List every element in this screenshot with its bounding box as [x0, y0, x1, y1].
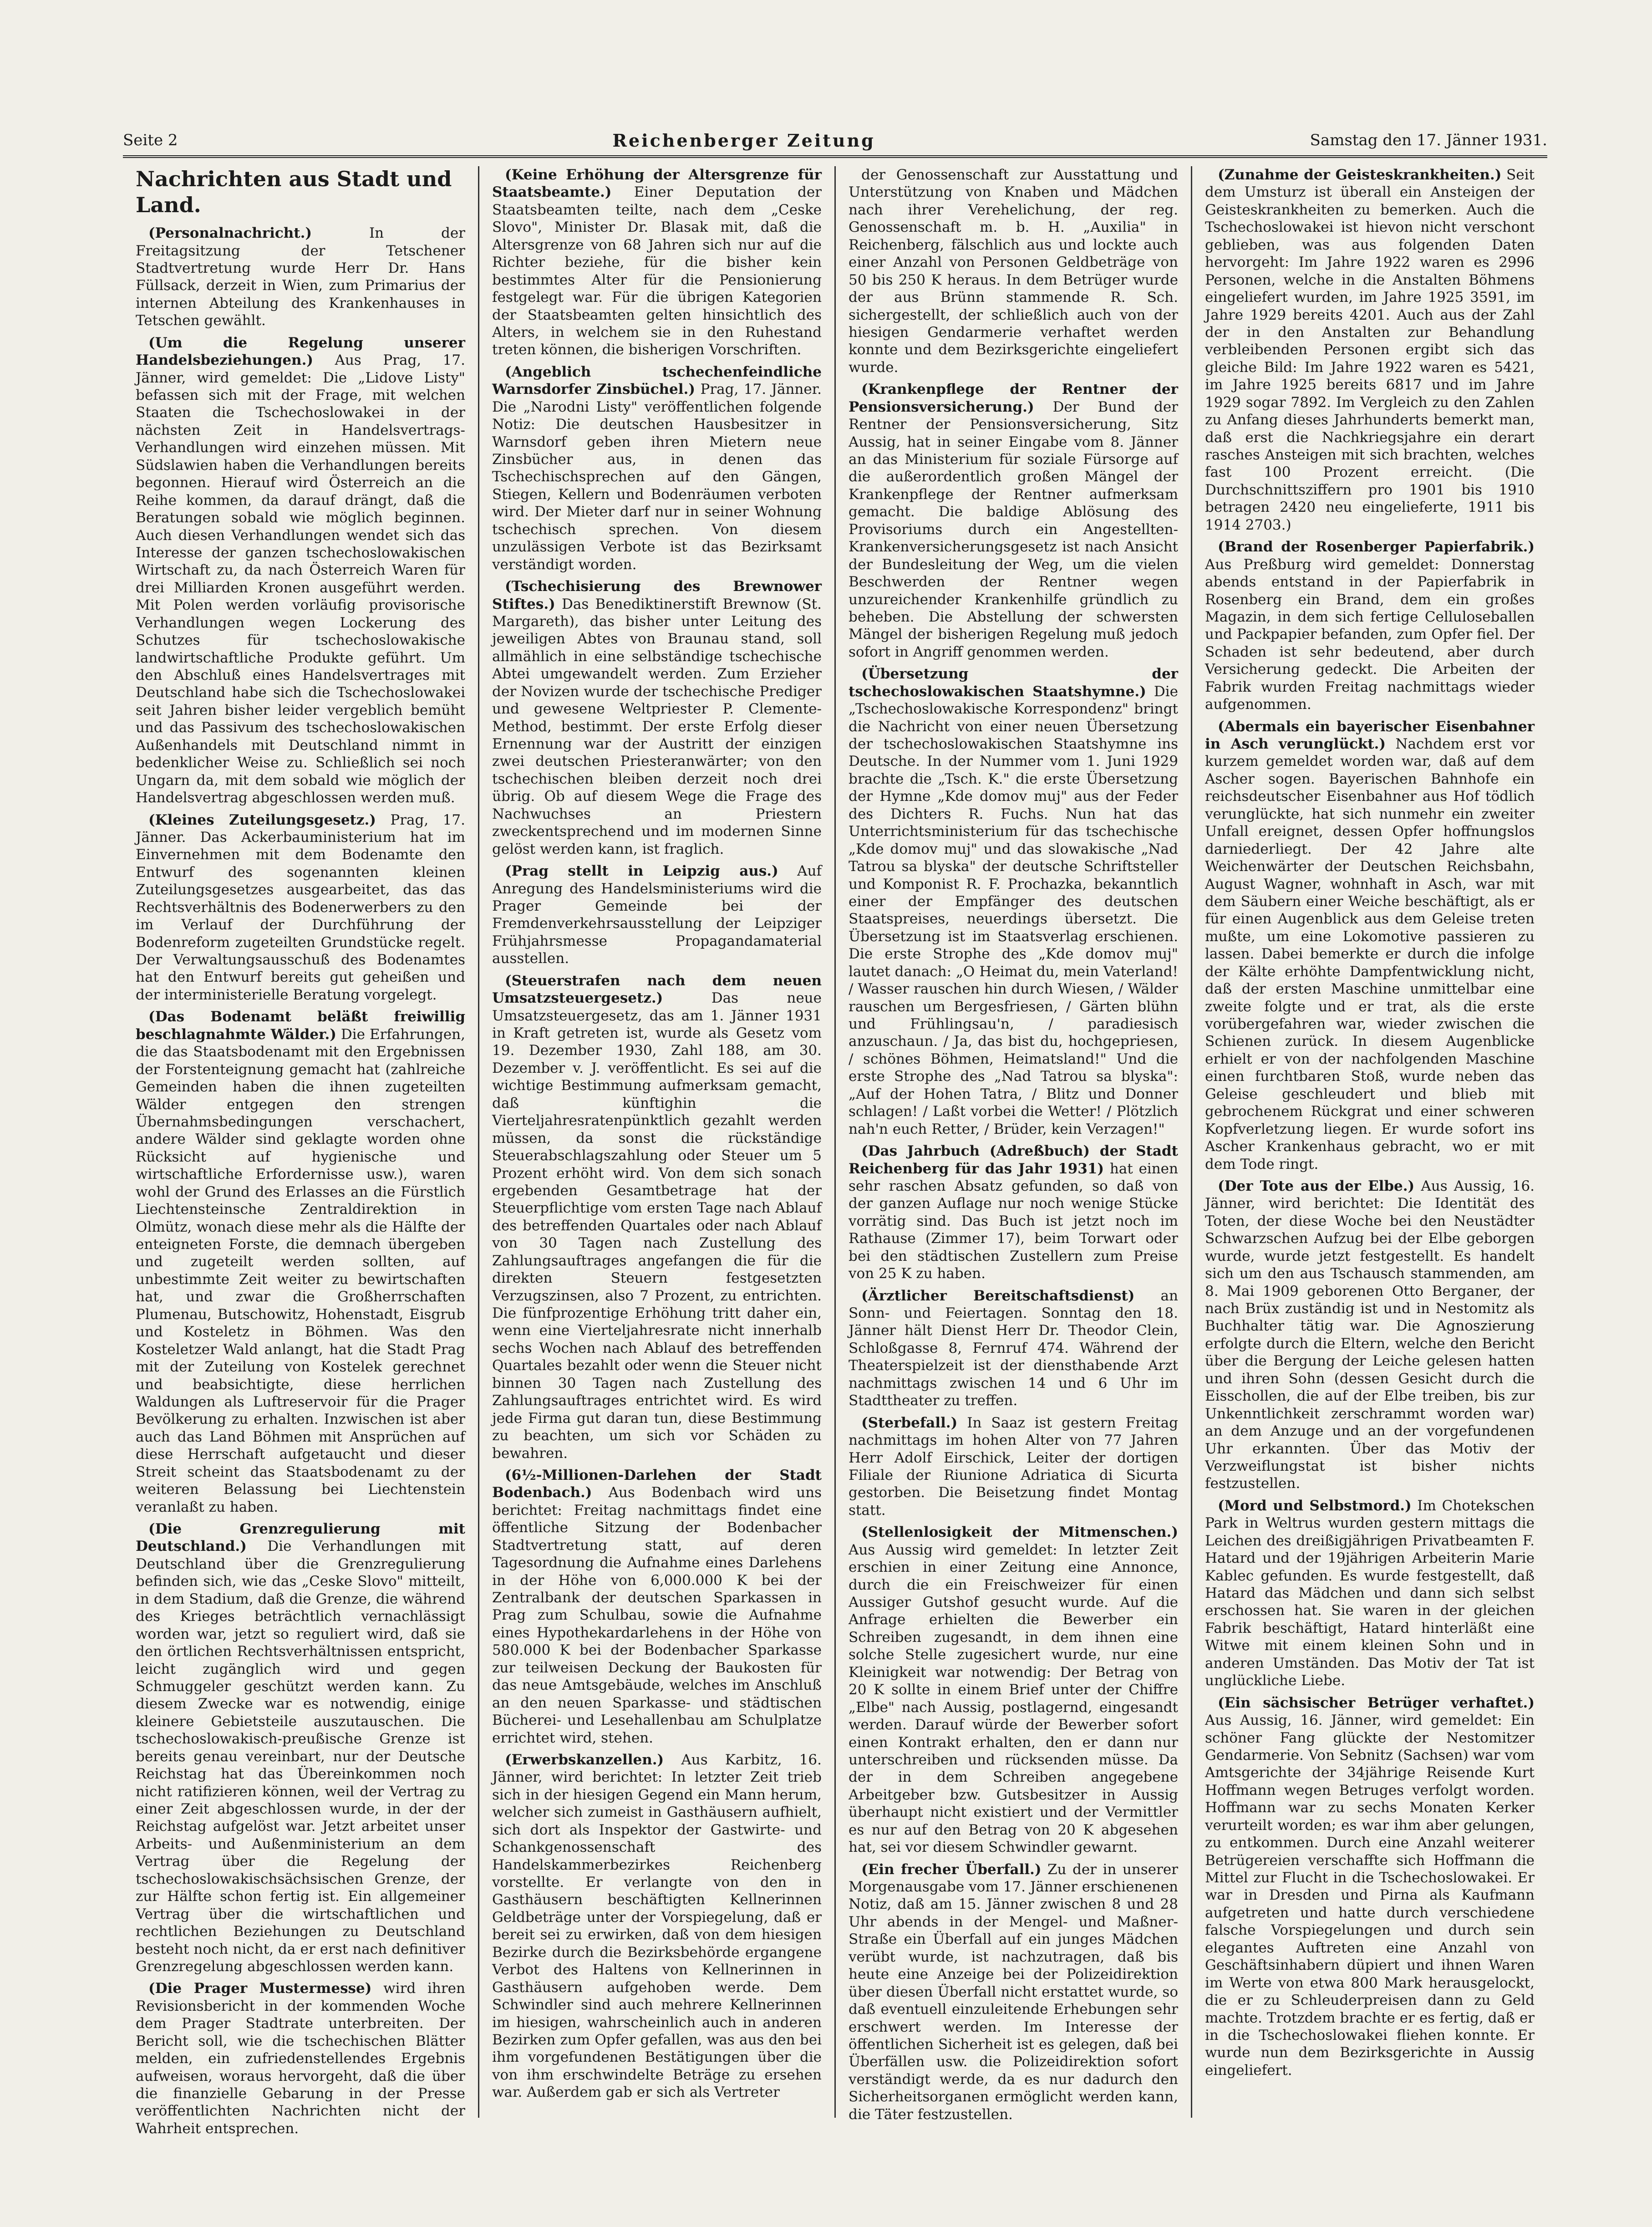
article-body: Aus Karbitz, 16. Jänner, wird berichtet: In letzter Zeit trieb sich in der hiesigen Gegend ein Mann herum, welcher sich zumeist in Gasthäusern aufhielt, sich dort als Inspektor der Gastwirte- und Schankgenossenschaft des Handelskammerbezirkes Reichenberg vorstellte. Er verlangte von den in Gasthäusern beschäftigten Kellnerinnen Geldbeträge unter der Vorspiegelung, daß er bereit sei zu erwirken, daß von dem hiesigen Bezirke durch die Bezirksbehörde ergangene Verbot des Haltens von Kellnerinnen in Gasthäusern aufgehoben werde. Dem Schwindler sind auch mehrere Kellnerinnen im hiesigen, wahrscheinlich auch in anderen Bezirken zum Opfer gefallen, was aus den bei ihm vorgefundenen Bestätigungen über die von ihm erschwindelte Beträge zu ersehen war. Außerdem gab er sich als Vertreter — [492, 1751, 822, 2101]
article-headline: (Stellenlosigkeit der Mitmenschen.) — [861, 1524, 1178, 1541]
article-headline: (Ein sächsischer Betrüger verhaftet.) — [1218, 1694, 1535, 1711]
news-article — [136, 1980, 465, 2137]
article-headline: (Steuerstrafen nach dem neuen Umsatzsteuergesetz.) — [492, 972, 822, 1007]
article-body: Aus Aussig wird gemeldet: In letzter Zeit erschien in einer Zeitung eine Annonce, durch die ein Freischweizer für einen Aussiger Gutshof gesucht wurde. Auf die Anfrage erhielten die Bewerber ein Schreiben zugesandt, in dem ihnen eine solche Stelle zugesichert wurde, nur eine Kleinigkeit war notwendig: Der Betrag von 20 K sollte in einem Brief unter der Chiffre „Elbe" nach Aussig, postlagernd, eingesandt werden. Darauf würde der Bewerber sofort einen Kontrakt erhalten, den er dann nur unterschreiben und rücksenden müsse. Da der in dem Schreiben angegebene Arbeitgeber bzw. Gutsbesitzer in Aussig überhaupt nicht existiert und der Vermittler es nur auf den Betrag von 20 K abgesehen hat, sei vor diesem Schwindler gewarnt. — [849, 1541, 1178, 1856]
news-article — [492, 578, 822, 858]
article-headline: (Angeblich tschechenfeindliche Warnsdorfer Zinsbüchel.) — [492, 363, 822, 398]
page-header — [123, 130, 1547, 158]
article-headline: (Personalnachricht.) — [148, 225, 312, 242]
article-body: Die Erfahrungen, die das Staatsbodenamt mit den Ergebnissen der Forstenteignung gemacht hat (zahlreiche Gemeinden haben die ihnen zugeteilten Wälder entgegen den strengen Übernahmsbedingungen verschachert, andere Wälder sind geklagte worden ohne Rücksicht auf hygienische und wirtschaftliche Erfordernisse usw.), waren wohl der Grund des Erlasses an die Fürstlich Liechtensteinsche Zentraldirektion in Olmütz, wonach diese mehr als die Hälfte der enteigneten Forste, die demnach übergeben und zugeteilt werden sollten, auf unbestimmte Zeit weiter zu bewirtschaften hat, und zwar die Großherrschaften Plumenau, Butschowitz, Hohenstadt, Eisgrub und Kosteletz in Böhmen. Was den Kosteletzer Wald anlangt, hat die Stadt Prag mit der Zuteilung von Kostelek gerechnet und beabsichtigte, diese herrlichen Waldungen als Luftreservoir für die Prager Bevölkerung zu erhalten. Inzwischen ist aber auch das Land Böhmen mit Ansprüchen auf diese Herrschaft aufgetaucht und dieser Streit scheint das Staatsbodenamt zu der weiteren Belassung bei Liechtenstein veranlaßt zu haben. — [136, 1026, 465, 1515]
news-article — [1205, 166, 1535, 534]
article-body: In Saaz ist gestern Freitag nachmittags im hohen Alter von 77 Jahren Herr Adolf Eirschick, Leiter der dortigen Filiale der Riunione Adriatica di Sicurta gestorben. Die Beisetzung findet Montag statt. — [849, 1414, 1179, 1519]
news-article — [1205, 538, 1535, 713]
newspaper-title: Reichenberger Zeitung — [612, 130, 875, 151]
news-article — [136, 1520, 465, 1975]
article-body: Aus Preßburg wird gemeldet: Donnerstag abends entstand in der Papierfabrik in Rosenberg ein Brand, dem ein großes Magazin, in dem sich fertige Celluloseballen und Packpapier befanden, zum Opfer fiel. Der Schaden ist sehr bedeutend, aber durch Versicherung gedeckt. Die Arbeiten der Fabrik wurden Freitag nachmittags wieder aufgenommen. — [1205, 556, 1535, 713]
article-body: Aus Aussig, 16. Jänner, wird gemeldet: Ein schöner Fang glückte der Nestomitzer Gendarmerie. Von Sebnitz (Sachsen) war vom Amtsgerichte der 34jährige Reisende Kurt Hoffmann wegen Betruges verfolgt worden. Hoffmann war zu sechs Monaten Kerker verurteilt worden; es war ihm aber gelungen, zu entkommen. Durch eine Anzahl weiterer Betrügereien verschaffte sich Hoffmann die Mittel zur Flucht in die Tschechoslowakei. Er war in Dresden und Pirna als Kaufmann aufgetreten und hatte durch verschiedene falsche Vorspiegelungen und durch sein elegantes Auftreten eine Anzahl von Geschäftsinhabern düpiert und ihnen Waren im Werte von etwa 800 Mark herausgelockt, die er zu Schleuderpreisen dann zu Geld machte. Trotzdem brachte er es fertig, daß er in die Tschechoslowakei fliehen konnte. Er wurde nun dem Bezirksgerichte in Aussig eingeliefert. — [1205, 1712, 1535, 2079]
news-article — [492, 1751, 822, 2101]
article-headline: (Mord und Selbstmord.) — [1218, 1497, 1412, 1514]
article-body: an Sonn- und Feiertagen. Sonntag den 18. Jänner hält Dienst Herr Dr. Theodor Clein, Schloßgasse 8, Fernruf 474. Während der Theaterspielzeit ist der diensthabende Arzt nachmittags zwischen 14 und 6 Uhr im Stadttheater zu treffen. — [849, 1287, 1178, 1409]
article-headline: (Tschechisierung des Brewnower Stiftes.) — [492, 578, 822, 612]
article-headline: (Ein frecher Überfall.) — [861, 1861, 1042, 1878]
article-body: Auf Anregung des Handelsministeriums wird die Prager Gemeinde bei der Fremdenverkehrsausstellung der Leipziger Frühjahrsmesse Propagandamaterial ausstellen. — [492, 863, 822, 967]
article-body: Aus Aussig, 16. Jänner, wird berichtet: Die Identität des Toten, der diese Woche bei den Neustädter Schwarzschen Aufzug bei der Elbe geborgen wurde, wurde jetzt festgestellt. Es handelt sich um den aus Tschausch stammenden, am 8. Mai 1909 geborenen Otto Berganer, der nach Brüx zuständig ist und in Nestomitz als Buchhalter tätig war. Die Agnoszierung erfolgte durch die Eltern, welche den Bericht über die Bergung der Leiche gelesen hatten und ihren Sohn (dessen Gesicht durch die Eisschollen, die auf der Elbe treiben, bis zur Unkenntlichkeit zerschrammt worden war) an dem Anzuge und an der vorgefundenen Uhr erkannten. Über das Motiv der Verzweiflungstat ist bisher nichts festzustellen. — [1205, 1177, 1535, 1492]
article-headline: (Übersetzung der tschechoslowakischen Staatshymne.) — [849, 666, 1178, 700]
article-headline: (Die Grenzregulierung mit Deutschland.) — [136, 1521, 465, 1555]
article-body: hat einen sehr raschen Absatz gefunden, so daß von der ganzen Auflage nur noch wenige Stücke vorrätig sind. Das Buch ist jetzt noch im Rathause (Zimmer 17), beim Torwart oder bei den städtischen Zustellern zum Preise von 25 K zu haben. — [849, 1160, 1178, 1282]
news-article — [849, 1861, 1178, 2124]
article-body: Im Chotekschen Park in Weltrus wurden gestern mittags die Leichen des dreißigjährigen Privatbeamten F. Hatard und der 19jährigen Arbeiterin Marie Kablec gefunden. Es wurde festgestellt, daß Hatard das Mädchen und dann sich selbst erschossen hat. Sie waren in der gleichen Fabrik beschäftigt, Hatard hinterläßt eine Witwe mit einem kleinen Sohn und in anderen Umständen. Das Motiv der Tat ist unglückliche Liebe. — [1205, 1497, 1535, 1689]
news-article — [849, 1287, 1178, 1410]
article-headline: (Um die Regelung unserer Handelsbeziehungen.) — [136, 334, 465, 369]
news-article — [492, 1467, 822, 1747]
article-headline: (Krankenpflege der Rentner der Pensionsversicherung.) — [849, 381, 1178, 415]
news-article — [849, 381, 1178, 661]
text-columns — [123, 166, 1547, 2137]
article-headline: (Prag stellt in Leipzig aus.) — [505, 863, 778, 880]
article-body: Das neue Umsatzsteuergesetz, das am 1. Jänner 1931 in Kraft getreten ist, wurde als Gesetz vom 19. Dezember 1930, Zahl 188, am 30. Dezember v. J. veröffentlicht. Es sei auf die wichtige Bestimmung aufmerksam gemacht, daß künftighin die Vierteljahresratenpünktlich gezahlt werden müssen, da sonst die rückständige Steuerabschlagszahlung oder Steuer um 5 Prozent erhöht wird. Von dem sich sonach ergebenden Gesamtbetrage hat der Steuerpflichtige vom ersten Tage nach Ablauf des betreffenden Quartales oder nach Ablauf von 30 Tagen nach Zustellung des Zahlungsauftrages angefangen die für die direkten Steuern festgesetzten Verzugszinsen, also 7 Prozent, zu entrichten. Die fünfprozentige Erhöhung tritt daher ein, wenn eine Vierteljahresrate nicht innerhalb sechs Wochen nach Ablauf des betreffenden Quartales bezahlt oder wenn die Steuer nicht binnen 30 Tagen nach Zustellung des Zahlungsauftrages entrichtet wird. Es wird jede Firma gut daran tun, diese Bestimmung zu beachten, um sich vor Schäden zu bewahren. — [492, 990, 822, 1462]
news-article — [849, 166, 1178, 376]
article-body: Die „Tschechoslowakische Korrespondenz" bringt die Nachricht von einer neuen Übersetzung der tschechoslowakischen Staatshymne ins Deutsche. In der Nummer vom 1. Juni 1929 brachte die „Tsch. K." die erste Übersetzung der Hymne „Kde domov muj" aus der Feder des Dichters R. Fuchs. Nun hat das Unterrichtsministerium für das tschechische „Kde domov muj" und das slowakische „Nad Tatrou sa blyska" der deutsche Schriftsteller und Komponist R. F. Prochazka, bekanntlich einer der Empfänger des deutschen Staatspreises, neuerdings übersetzt. Die Übersetzung ist im Staatsverlag erschienen. Die erste Strophe des „Kde domov muj" lautet danach: „O Heimat du, mein Vaterland! / Wasser rauschen hin durch Wiesen, / Wälder rauschen um Bergesfriesen, / Gärten blühn und Frühlingsau'n, / paradiesisch anzuschaun. / Ja, das bist du, hochgepriesen, / schönes Böhmen, Heimatsland!" Und die erste Strophe des „Nad Tatrou sa blyska": „Auf der Hohen Tatra, / Blitz und Donner schlagen! / Laßt vorbei die Wetter! / Plötzlich nah'n euch Retter, / Brüder, kein Verzagen!" — [849, 683, 1178, 1137]
column-3 — [836, 166, 1192, 2123]
column-1 — [123, 166, 479, 2137]
article-body: Seit dem Umsturz ist überall ein Ansteigen der Geisteskrankheiten zu bemerken. Auch die Tschechoslowakei ist hievon nicht verschont geblieben, was aus folgenden Daten hervorgeht: Im Jahre 1922 waren es 2996 Personen, welche in die Anstalten Böhmens eingeliefert wurden, im Jahre 1925 3591, im Jahre 1929 bereits 4201. Auch aus der Zahl der in den Anstalten zur Behandlung verbleibenden Personen ergibt sich das gleiche Bild: Im Jahre 1922 waren es 5421, im Jahre 1925 bereits 6817 und im Jahre 1929 sogar 7892. Im Vergleich zu den Zahlen zu Anfang dieses Jahrhunderts bemerkt man, daß erst die Nachkriegsjahre ein derart rasches Ansteigen mit sich brachten, welches fast 100 Prozent erreicht. (Die Durchschnittsziffern pro 1901 bis 1910 betragen 2420 neu eingelieferte, 1911 bis 1914 2703.) — [1205, 167, 1535, 533]
article-body: wird ihren Revisionsbericht in der kommenden Woche dem Prager Stadtrate unterbreiten. Der Bericht soll, wie die tschechischen Blätter melden, ein zufriedenstellendes Ergebnis aufweisen, woraus hervorgeht, daß die über die finanzielle Gebarung in der Presse veröffentlichten Nachrichten nicht der Wahrheit entsprechen. — [136, 1980, 465, 2137]
news-article — [136, 1008, 465, 1516]
news-article — [492, 166, 822, 359]
news-article — [849, 1414, 1178, 1519]
section-heading: Nachrichten aus Stadt und Land. — [136, 167, 452, 218]
column-4 — [1192, 166, 1547, 2118]
news-article — [136, 224, 465, 330]
article-body: Die Verhandlungen mit Deutschland über die Grenzregulierung befinden sich, wie das „Ceske Slovo" mitteilt, in dem Stadium, daß die Grenze, die während des Krieges beträchtlich vernachlässigt worden war, jetzt so reguliert wird, daß sie den örtlichen Rechtsverhältnissen entspricht, leicht zugänglich wird und gegen Schmuggeler geschützt werden kann. Zu diesem Zwecke war es notwendig, einige kleinere Gebietsteile auszutauschen. Die tschechoslowakisch-preußische Grenze ist bereits genau vereinbart, nur der Deutsche Reichstag hat das Übereinkommen noch nicht ratifizieren können, weil der Vertrag zu einer Zeit abgeschlossen wurde, in der der Reichstag aufgelöst war. Jetzt arbeitet unser Arbeits- und Außenministerium an dem Vertrag über die Regelung der tschechoslowakischsächsischen Grenze, der zur Hälfte schon fertig ist. Ein allgemeiner Vertrag über die wirtschaftlichen und rechtlichen Beziehungen zu Deutschland besteht noch nicht, da er erst nach definitiver Grenzregelung abgeschlossen werden kann. — [136, 1538, 465, 1975]
article-body: Einer Deputation der Staatsbeamten teilte, nach dem „Ceske Slovo", Minister Dr. Blasak mit, daß die Altersgrenze von 68 Jahren sich nur auf die Richter beziehe, für die bisher kein bestimmtes Alter für die Pensionierung festgelegt war. Für die übrigen Kategorien der Staatsbeamten gelten hinsichtlich des Alters, in welchem sie in den Ruhestand treten können, die bisherigen Vorschriften. — [492, 184, 822, 358]
news-article — [136, 334, 465, 807]
column-2 — [479, 166, 836, 2118]
article-body: Nachdem erst vor kurzem gemeldet worden war, daß auf dem Ascher sogen. Bayerischen Bahnhofe ein reichsdeutscher Eisenbahner aus Hof tödlich verunglückte, hat sich nunmehr ein zweiter Unfall ereignet, dessen Opfer hoffnungslos darniederliegt. Der 42 Jahre alte Weichenwärter der Deutschen Reichsbahn, August Wagner, wohnhaft in Asch, war mit dem Säubern einer Weiche beschäftigt, als er für einen Augenblick aus dem Geleise treten mußte, um eine Lokomotive passieren zu lassen. Dabei bemerkte er durch die infolge der Kälte erhöhte Dampfentwicklung nicht, daß der ersten Maschine unmittelbar eine zweite folgte und er trat, als die erste vorübergefahren war, wieder zwischen die Schienen zurück. In diesem Augenblicke erhielt er von der nachfolgenden Maschine einen furchtbaren Stoß, wurde neben das Geleise geschleudert und blieb mit gebrochenem Rückgrat und einer schweren Kopfverletzung liegen. Er wurde sofort ins Ascher Krankenhaus gebracht, wo er mit dem Tode ringt. — [1205, 736, 1535, 1172]
news-article — [1205, 1497, 1535, 1690]
article-headline: (Sterbefall.) — [861, 1414, 958, 1431]
article-headline: (Das Jahrbuch (Adreßbuch) der Stadt Reichenberg für das Jahr 1931) — [849, 1143, 1178, 1177]
news-article — [492, 972, 822, 1462]
news-article — [136, 811, 465, 1004]
article-headline: (Zunahme der Geisteskrankheiten.) — [1218, 167, 1502, 183]
article-headline: (Erwerbskanzellen.) — [505, 1751, 664, 1768]
news-article — [849, 1524, 1178, 1856]
article-body: Der Bund der Rentner der Pensionsversicherung, Sitz Aussig, hat in seiner Eingabe vom 8. Jänner an das Ministerium für soziale Fürsorge auf die außerordentlich großen Mängel der Krankenpflege der Rentner aufmerksam gemacht. Die baldige Ablösung des Provisoriums durch ein Angestellten-Krankenversicherungsgesetz ist nach Ansicht der Bundesleitung der Weg, um die vielen Beschwerden der Rentner wegen unzureichender Krankenhilfe gründlich zu beheben. Die Abstellung der schwersten Mängel der bisherigen Regelung muß jedoch sofort in Angriff genommen werden. — [849, 398, 1178, 660]
news-article — [849, 1142, 1178, 1283]
article-body: Zu der in unserer Morgenausgabe vom 17. Jänner erschienenen Notiz, daß am 15. Jänner zwischen 8 und 28 Uhr abends in der Mengel- und Maßner-Straße ein Überfall auf ein junges Mädchen verübt wurde, ist nachzutragen, daß bis heute eine Anzeige bei der Polizeidirektion über diesen Überfall nicht erstattet wurde, so daß eventuell einzuleitende Erhebungen sehr erschwert werden. Im Interesse der öffentlichen Sicherheit ist es gelegen, daß bei Überfällen usw. die Polizeidirektion sofort verständigt werde, da es nur dadurch den Sicherheitsorganen ermöglicht werden kann, die Täter festzustellen. — [849, 1861, 1178, 2123]
article-headline: (Abermals ein bayerischer Eisenbahner in Asch verunglückt.) — [1205, 718, 1535, 752]
article-headline: (Ärztlicher Bereitschaftsdienst) — [861, 1287, 1135, 1304]
article-headline: (Der Tote aus der Elbe.) — [1218, 1177, 1415, 1194]
news-article — [1205, 1694, 1535, 2079]
article-body: Das Benediktinerstift Brewnow (St. Margareth), das bisher unter Leitung des jeweiligen Abtes von Braunau stand, soll allmählich in eine selbständige tschechische Abtei umgewandelt werden. Zum Erzieher der Novizen wurde der tschechische Prediger und gewesene Weltpriester P. Clemente-Method, bestimmt. Der erste Erfolg dieser Ernennung war der Austritt der einzigen zwei deutschen Priesteranwärter; von den tschechischen bleiben derzeit noch drei übrig. Ob auf diesem Wege die Frage des Nachwuchses an Priestern zweckentsprechend und im modernen Sinne gelöst werden kann, ist fraglich. — [492, 596, 822, 857]
article-headline: (Die Prager Mustermesse) — [148, 1980, 372, 1997]
article-body: In der Freitagsitzung der Tetschener Stadtvertretung wurde Herr Dr. Hans Füllsack, derzeit in Wien, zum Primarius der internen Abteilung des Krankenhauses in Tetschen gewählt. — [136, 225, 466, 329]
article-headline: (Kleines Zuteilungsgesetz.) — [148, 811, 376, 828]
article-body: der Genossenschaft zur Ausstattung und Unterstützung von Knaben und Mädchen nach ihrer Verehelichung, der reg. Genossenschaft m. b. H. „Auxilia" in Reichenberg, fälschlich aus und lockte auch einer Anzahl von Personen Geldbeträge von 50 bis 250 K heraus. In dem Betrüger wurde der aus Brünn stammende R. Sch. sichergestellt, der schließlich auch von der hiesigen Gendarmerie verhaftet werden konnte und dem Bezirksgerichte eingeliefert wurde. — [849, 167, 1178, 376]
news-article — [1205, 1177, 1535, 1493]
issue-date: Samstag den 17. Jänner 1931. — [1310, 131, 1547, 149]
news-article — [1205, 718, 1535, 1173]
article-body: Prag, 17. Jänner. Das Ackerbauministerium hat im Einvernehmen mit dem Bodenamte den Entwurf des sogenannten kleinen Zuteilungsgesetzes ausgearbeitet, das das Rechtsverhältnis des Bodenerwerbers zu den im Verlauf der Durchführung der Bodenreform zugeteilten Grundstücke regelt. Der Verwaltungsausschuß des Bodenamtes hat den Entwurf bereits gut geheißen und der interministerielle Beratung vorgelegt. — [136, 811, 465, 1003]
article-headline: (Das Bodenamt beläßt freiwillig beschlagnahmte Wälder.) — [136, 1009, 465, 1043]
article-headline: (Keine Erhöhung der Altersgrenze für Staatsbeamte.) — [492, 167, 822, 201]
article-body: Aus Bodenbach wird uns berichtet: Freitag nachmittags findet eine öffentliche Sitzung der Bodenbacher Stadtvertretung statt, auf deren Tagesordnung die Aufnahme eines Darlehens in der Höhe von 6,000.000 K bei der Zentralbank der deutschen Sparkassen in Prag zum Schulbau, sowie die Aufnahme eines Hypothekardarlehens in der Höhe von 580.000 K bei der Bodenbacher Sparkasse zur teilweisen Deckung der Baukosten für das neue Amtsgebäude, welches im Anschluß an den neuen Sparkasse- und städtischen Bücherei- und Lesehallenbau am Schulplatze errichtet wird, stehen. — [492, 1484, 822, 1746]
news-article — [492, 862, 822, 968]
article-body: Prag, 17. Jänner. Die „Narodni Listy" veröffentlichen folgende Notiz: Die deutschen Hausbesitzer in Warnsdorf geben ihren Mietern neue Zinsbücher aus, in denen das Tschechischsprechen auf den Gängen, Stiegen, Kellern und Bodenräumen verboten wird. Der Mieter darf nur in seiner Wohnung tschechisch sprechen. Von diesem unzulässigen Verbote ist das Bezirksamt verständigt worden. — [492, 381, 822, 573]
page-number: Seite 2 — [123, 131, 178, 149]
article-headline: (6½-Millionen-Darlehen der Stadt Bodenbach.) — [492, 1467, 822, 1501]
article-body: Aus Prag, 17. Jänner, wird gemeldet: Die „Lidove Listy" befassen sich mit der Frage, mit welchen Staaten die Tschechoslowakei in der nächsten Zeit in Handelsvertrags-Verhandlungen wird einzehen müssen. Mit Südslawien haben die Verhandlungen bereits begonnen. Hierauf wird Österreich an die Reihe kommen, da darauf drängt, daß die Beratungen sobald wie möglich beginnen. Auch diesen Verhandlungen wendet sich das Interesse der ganzen tschechoslowakischen Wirtschaft zu, da nach Österreich Waren für drei Milliarden Kronen ausgeführt werden. Mit Polen werden vorläufig provisorische Verhandlungen wegen Lockerung des Schutzes für tschechoslowakische landwirtschaftliche Produkte geführt. Um den Abschluß eines Handelsvertrages mit Deutschland habe sich die Tschechoslowakei seit Jahren bisher leider vergeblich bemüht und das Passivum des tschechoslowakischen Außenhandels mit Deutschland nimmt in bedenklicher Weise zu. Schließlich sei noch Ungarn da, mit dem sobald wie möglich der Handelsvertrag abgeschlossen werden muß. — [136, 352, 465, 806]
news-article — [492, 363, 822, 573]
article-headline: (Brand der Rosenberger Papierfabrik.) — [1218, 539, 1535, 555]
news-article — [849, 665, 1178, 1138]
